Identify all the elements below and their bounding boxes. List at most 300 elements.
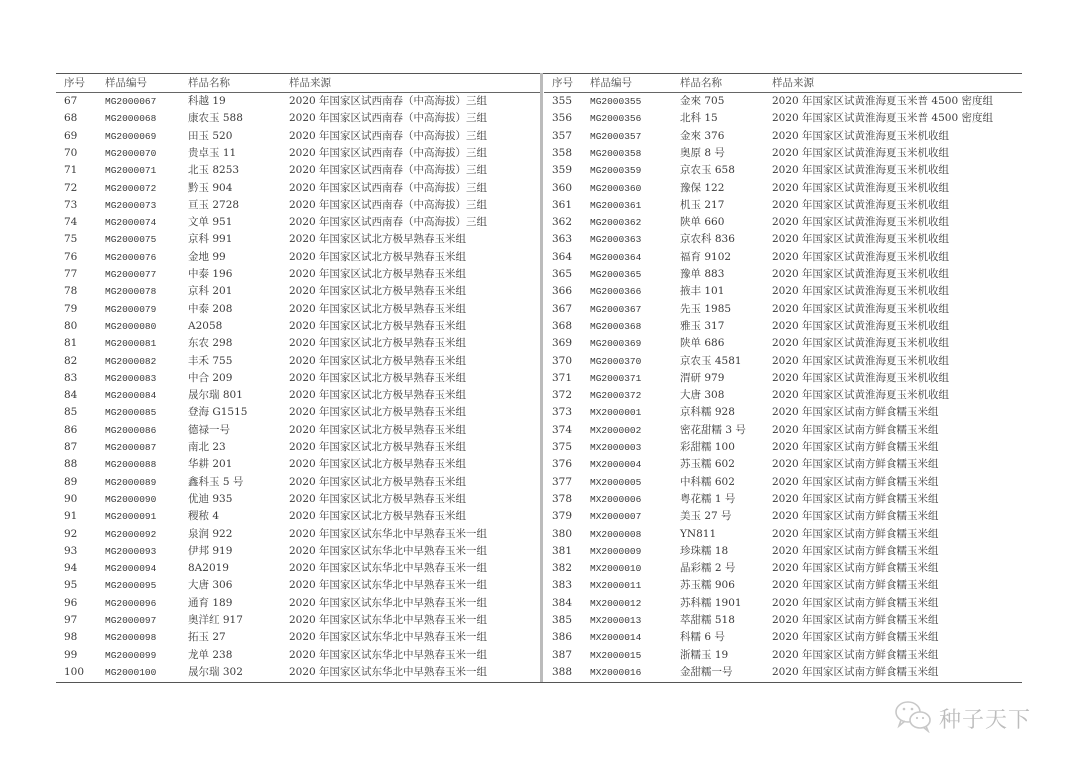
- cell-serial: 355: [552, 95, 573, 107]
- cell-serial: 82: [64, 354, 78, 367]
- cell-sample-source: 2020 年国家区试黄淮海夏玉米普 4500 密度组: [772, 95, 993, 107]
- cell-sample-id: MG2000074: [105, 217, 157, 229]
- table-row: [544, 162, 1022, 179]
- cell-serial: 83: [64, 371, 78, 384]
- cell-serial: 378: [552, 492, 573, 505]
- cell-sample-name: 伊邦 919: [188, 544, 233, 557]
- cell-sample-source: 2020 年国家区试西南春（中高海拔）三组: [289, 146, 488, 159]
- table-row: [544, 197, 1022, 214]
- watermark: [893, 700, 1031, 736]
- cell-sample-name: 掖丰 101: [680, 285, 725, 298]
- cell-sample-name: 科越 19: [188, 95, 226, 107]
- cell-sample-name: 稷秾 4: [188, 510, 220, 523]
- cell-sample-id: MG2000369: [590, 338, 642, 350]
- cell-sample-id: MG2000075: [105, 234, 157, 246]
- cell-sample-source: 2020 年国家区试黄淮海夏玉米机收组: [772, 129, 950, 142]
- cell-sample-id: MG2000083: [105, 372, 157, 384]
- header-sample-source: 样品来源: [772, 77, 814, 89]
- cell-sample-name: 陕单 660: [680, 216, 725, 229]
- cell-sample-source: 2020 年国家区试北方极早熟春玉米组: [289, 337, 467, 350]
- cell-sample-source: 2020 年国家区试黄淮海夏玉米机收组: [772, 302, 950, 315]
- cell-sample-name: 苏玉糯 906: [680, 579, 735, 592]
- cell-sample-name: 黔玉 904: [188, 181, 233, 194]
- cell-serial: 95: [64, 579, 78, 592]
- table-row: [56, 560, 540, 577]
- cell-serial: 75: [64, 233, 78, 246]
- wechat-icon: [893, 699, 933, 737]
- cell-sample-id: MG2000069: [105, 130, 157, 142]
- cell-sample-name: 苏科糯 1901: [680, 596, 742, 609]
- cell-serial: 381: [552, 544, 573, 557]
- cell-sample-id: MG2000364: [590, 251, 642, 263]
- cell-sample-name: 科糯 6 号: [680, 631, 725, 644]
- cell-sample-source: 2020 年国家区试北方极早熟春玉米组: [289, 250, 467, 263]
- cell-sample-name: 机玉 217: [680, 198, 725, 211]
- cell-serial: 72: [64, 181, 78, 194]
- cell-sample-id: MX2000012: [590, 597, 642, 609]
- cell-serial: 371: [552, 371, 573, 384]
- cell-serial: 362: [552, 216, 573, 229]
- table-row: [56, 128, 540, 145]
- cell-sample-id: MG2000366: [590, 286, 642, 298]
- cell-serial: 78: [64, 285, 78, 298]
- header-sample-name: 样品名称: [680, 77, 722, 89]
- table-row: [56, 439, 540, 456]
- cell-serial: 94: [64, 562, 78, 575]
- cell-sample-name: 丰禾 755: [188, 354, 233, 367]
- cell-sample-source: 2020 年国家区试东华北中早熟春玉米一组: [289, 596, 488, 609]
- cell-serial: 357: [552, 129, 573, 142]
- cell-serial: 367: [552, 302, 573, 315]
- cell-sample-id: MG2000359: [590, 165, 642, 177]
- cell-serial: 84: [64, 389, 78, 402]
- cell-sample-name: 密花甜糯 3 号: [680, 423, 746, 436]
- cell-serial: 386: [552, 631, 573, 644]
- cell-sample-id: MX2000014: [590, 632, 642, 644]
- cell-serial: 77: [64, 268, 78, 280]
- cell-sample-name: 京科 201: [188, 285, 233, 298]
- cell-sample-name: 京农科 836: [680, 233, 735, 246]
- cell-sample-source: 2020 年国家区试黄淮海夏玉米机收组: [772, 354, 950, 367]
- table-row: [56, 543, 540, 560]
- cell-sample-source: 2020 年国家区试东华北中早熟春玉米一组: [289, 648, 488, 661]
- cell-sample-id: MG2000099: [105, 649, 157, 661]
- cell-sample-id: MX2000002: [590, 424, 642, 436]
- cell-sample-source: 2020 年国家区试北方极早熟春玉米组: [289, 475, 467, 488]
- header-sample-id: 样品编号: [590, 77, 632, 89]
- cell-sample-name: 中泰 196: [188, 268, 233, 280]
- cell-serial: 374: [552, 423, 573, 436]
- table-row: [544, 128, 1022, 145]
- cell-sample-source: 2020 年国家区试东华北中早熟春玉米一组: [289, 665, 488, 678]
- cell-sample-source: 2020 年国家区试北方极早熟春玉米组: [289, 233, 467, 246]
- cell-sample-name: 浙糯玉 19: [680, 648, 729, 661]
- header-sample-id: 样品编号: [105, 77, 147, 89]
- cell-sample-source: 2020 年国家区试黄淮海夏玉米机收组: [772, 337, 950, 350]
- cell-serial: 387: [552, 648, 573, 661]
- cell-serial: 368: [552, 319, 573, 332]
- cell-sample-source: 2020 年国家区试西南春（中高海拔）三组: [289, 181, 488, 194]
- cell-sample-name: 福育 9102: [680, 250, 732, 263]
- cell-sample-source: 2020 年国家区试北方极早熟春玉米组: [289, 492, 467, 505]
- cell-sample-source: 2020 年国家区试西南春（中高海拔）三组: [289, 129, 488, 142]
- table-row: [56, 595, 540, 612]
- cell-sample-name: 贵卓玉 11: [188, 146, 237, 159]
- cell-sample-source: 2020 年国家区试东华北中早熟春玉米一组: [289, 544, 488, 557]
- table-row: [544, 456, 1022, 473]
- cell-sample-name: 金來 376: [680, 129, 725, 142]
- cell-sample-id: MG2000356: [590, 113, 642, 125]
- table-row: [544, 110, 1022, 127]
- header-sample-source: 样品来源: [289, 77, 331, 89]
- cell-sample-source: 2020 年国家区试南方鲜食糯玉米组: [772, 527, 939, 540]
- cell-sample-id: MX2000008: [590, 528, 642, 540]
- cell-serial: 384: [552, 596, 573, 609]
- cell-sample-source: 2020 年国家区试南方鲜食糯玉米组: [772, 406, 939, 419]
- cell-serial: 359: [552, 164, 573, 177]
- table-row: [56, 629, 540, 646]
- cell-sample-name: 龙单 238: [188, 648, 233, 661]
- cell-serial: 90: [64, 492, 78, 505]
- table-row: [544, 439, 1022, 456]
- cell-serial: 375: [552, 441, 573, 453]
- cell-sample-source: 2020 年国家区试东华北中早熟春玉米一组: [289, 614, 488, 626]
- cell-sample-id: MG2000076: [105, 251, 157, 263]
- cell-sample-source: 2020 年国家区试黄淮海夏玉米机收组: [772, 216, 950, 229]
- cell-sample-source: 2020 年国家区试南方鲜食糯玉米组: [772, 596, 939, 609]
- cell-sample-source: 2020 年国家区试南方鲜食糯玉米组: [772, 441, 939, 453]
- cell-sample-source: 2020 年国家区试南方鲜食糯玉米组: [772, 510, 939, 523]
- cell-sample-name: 泉润 922: [188, 527, 233, 540]
- table-row: [544, 231, 1022, 248]
- cell-sample-name: 粤花糯 1 号: [680, 492, 736, 505]
- cell-sample-id: MG2000358: [590, 147, 642, 159]
- table-row: [544, 508, 1022, 525]
- cell-sample-name: 金地 99: [188, 250, 226, 263]
- cell-serial: 76: [64, 250, 78, 263]
- table-row: [544, 318, 1022, 335]
- cell-sample-name: 大唐 308: [680, 389, 725, 402]
- cell-sample-source: 2020 年国家区试北方极早熟春玉米组: [289, 406, 467, 419]
- cell-sample-id: MG2000078: [105, 286, 157, 298]
- cell-sample-id: MG2000081: [105, 338, 157, 350]
- cell-sample-source: 2020 年国家区试南方鲜食糯玉米组: [772, 458, 939, 471]
- cell-serial: 356: [552, 112, 573, 125]
- table-row: [56, 353, 540, 370]
- cell-sample-id: MG2000087: [105, 442, 157, 453]
- table-row: [544, 370, 1022, 387]
- cell-serial: 80: [64, 319, 78, 332]
- table-row: [56, 370, 540, 387]
- cell-sample-source: 2020 年国家区试黄淮海夏玉米普 4500 密度组: [772, 112, 993, 125]
- cell-sample-id: MG2000362: [590, 217, 642, 229]
- cell-sample-source: 2020 年国家区试黄淮海夏玉米机收组: [772, 371, 950, 384]
- table-row: [544, 422, 1022, 439]
- table-row: [544, 353, 1022, 370]
- cell-serial: 364: [552, 250, 573, 263]
- cell-serial: 97: [64, 614, 78, 626]
- cell-sample-name: 陕单 686: [680, 337, 725, 350]
- cell-sample-source: 2020 年国家区试东华北中早熟春玉米一组: [289, 562, 488, 575]
- cell-sample-name: 美玉 27 号: [680, 510, 732, 523]
- cell-sample-name: 东农 298: [188, 337, 233, 350]
- table-row: [56, 474, 540, 491]
- cell-sample-name: 苏玉糯 602: [680, 458, 735, 471]
- table-row: [544, 283, 1022, 300]
- cell-sample-id: MG2000098: [105, 632, 157, 644]
- cell-sample-id: MX2000004: [590, 459, 642, 471]
- cell-sample-name: 京农玉 658: [680, 164, 735, 177]
- table-row: [544, 491, 1022, 508]
- cell-sample-id: MX2000006: [590, 493, 642, 505]
- table-row: [56, 214, 540, 231]
- cell-sample-id: MX2000003: [590, 442, 642, 453]
- header-sample-name: 样品名称: [188, 77, 230, 89]
- cell-sample-name: 中泰 208: [188, 302, 233, 315]
- cell-sample-id: MX2000016: [590, 666, 642, 678]
- cell-sample-source: 2020 年国家区试黄淮海夏玉米机收组: [772, 250, 950, 263]
- cell-serial: 365: [552, 268, 573, 280]
- cell-sample-name: 京农玉 4581: [680, 354, 742, 367]
- cell-sample-id: MX2000009: [590, 545, 642, 557]
- cell-sample-id: MX2000001: [590, 407, 642, 419]
- cell-sample-source: 2020 年国家区试北方极早熟春玉米组: [289, 510, 467, 523]
- cell-serial: 87: [64, 441, 78, 453]
- cell-serial: 68: [64, 112, 78, 125]
- cell-sample-id: MG2000357: [590, 130, 642, 142]
- cell-serial: 91: [64, 510, 78, 523]
- cell-serial: 372: [552, 389, 573, 402]
- cell-sample-name: 8A2019: [188, 562, 229, 575]
- cell-sample-name: 通育 189: [188, 596, 233, 609]
- cell-sample-name: 京科 991: [188, 233, 233, 246]
- cell-sample-source: 2020 年国家区试西南春（中高海拔）三组: [289, 198, 488, 211]
- cell-sample-source: 2020 年国家区试东华北中早熟春玉米一组: [289, 579, 488, 592]
- cell-sample-name: 豫保 122: [680, 181, 725, 194]
- cell-serial: 100: [64, 665, 85, 678]
- table-row: [544, 612, 1022, 629]
- table-row: [544, 474, 1022, 491]
- cell-sample-id: MG2000372: [590, 390, 642, 402]
- table-row: [56, 422, 540, 439]
- table-row: [56, 647, 540, 664]
- table-row: [544, 301, 1022, 318]
- table-row: [544, 145, 1022, 162]
- cell-serial: 69: [64, 129, 78, 142]
- cell-serial: 358: [552, 146, 573, 159]
- header-serial: 序号: [64, 77, 85, 89]
- cell-sample-name: 亘玉 2728: [188, 198, 240, 211]
- cell-sample-id: MX2000011: [590, 580, 642, 592]
- table-header-row: [56, 74, 540, 93]
- cell-sample-source: 2020 年国家区试南方鲜食糯玉米组: [772, 665, 939, 678]
- cell-sample-id: MG2000079: [105, 303, 157, 315]
- table-bottom-rule: [56, 682, 1022, 683]
- table-row: [56, 197, 540, 214]
- cell-sample-source: 2020 年国家区试北方极早熟春玉米组: [289, 371, 467, 384]
- cell-sample-name: 金甜糯一号: [680, 665, 733, 678]
- table-row: [544, 387, 1022, 404]
- cell-sample-name: 南北 23: [188, 441, 226, 453]
- cell-sample-name: 北科 15: [680, 112, 718, 125]
- cell-sample-source: 2020 年国家区试北方极早熟春玉米组: [289, 441, 467, 453]
- cell-sample-id: MG2000073: [105, 199, 157, 211]
- table-row: [56, 283, 540, 300]
- cell-sample-id: MG2000095: [105, 580, 157, 592]
- table-row: [544, 180, 1022, 197]
- cell-serial: 89: [64, 475, 78, 488]
- table-row: [544, 664, 1022, 681]
- table-row: [56, 664, 540, 681]
- table-row: [544, 214, 1022, 231]
- cell-sample-id: MG2000093: [105, 545, 157, 557]
- cell-sample-source: 2020 年国家区试南方鲜食糯玉米组: [772, 614, 939, 626]
- cell-serial: 379: [552, 510, 573, 523]
- cell-sample-source: 2020 年国家区试黄淮海夏玉米机收组: [772, 181, 950, 194]
- cell-sample-source: 2020 年国家区试北方极早熟春玉米组: [289, 458, 467, 471]
- table-row: [56, 577, 540, 594]
- cell-sample-name: 金來 705: [680, 95, 725, 107]
- cell-sample-source: 2020 年国家区试南方鲜食糯玉米组: [772, 562, 939, 575]
- table-row: [56, 404, 540, 421]
- cell-sample-id: MG2000085: [105, 407, 157, 419]
- cell-sample-name: 德禄一号: [188, 423, 230, 436]
- cell-sample-id: MG2000089: [105, 476, 157, 488]
- cell-sample-name: 奥原 8 号: [680, 146, 725, 159]
- cell-sample-source: 2020 年国家区试南方鲜食糯玉米组: [772, 544, 939, 557]
- cell-serial: 370: [552, 354, 573, 367]
- cell-serial: 81: [64, 337, 78, 350]
- cell-sample-source: 2020 年国家区试西南春（中高海拔）三组: [289, 95, 488, 107]
- cell-sample-id: MX2000005: [590, 476, 642, 488]
- table-row: [56, 231, 540, 248]
- cell-sample-source: 2020 年国家区试北方极早熟春玉米组: [289, 302, 467, 315]
- cell-serial: 377: [552, 475, 573, 488]
- cell-sample-id: MG2000365: [590, 269, 642, 280]
- table-row: [56, 526, 540, 543]
- table-row: [56, 93, 540, 110]
- table-row: [56, 180, 540, 197]
- cell-sample-name: 大唐 306: [188, 579, 233, 592]
- cell-sample-id: MG2000370: [590, 355, 642, 367]
- cell-sample-id: MX2000010: [590, 563, 642, 575]
- cell-sample-id: MX2000007: [590, 511, 642, 523]
- cell-serial: 85: [64, 406, 78, 419]
- cell-sample-name: 华耕 201: [188, 458, 233, 471]
- cell-serial: 93: [64, 544, 78, 557]
- table-row: [544, 93, 1022, 110]
- cell-sample-source: 2020 年国家区试东华北中早熟春玉米一组: [289, 631, 488, 644]
- cell-sample-source: 2020 年国家区试南方鲜食糯玉米组: [772, 492, 939, 505]
- cell-serial: 385: [552, 614, 573, 626]
- cell-sample-name: 登海 G1515: [188, 406, 248, 419]
- cell-sample-name: 晟尔瑞 302: [188, 665, 243, 678]
- table-row: [56, 456, 540, 473]
- cell-serial: 86: [64, 423, 78, 436]
- cell-sample-id: MG2000371: [590, 372, 642, 384]
- cell-sample-id: MG2000072: [105, 182, 157, 194]
- table-row: [56, 145, 540, 162]
- cell-sample-name: 雅玉 317: [680, 319, 725, 332]
- cell-sample-name: 田玉 520: [188, 129, 233, 142]
- cell-sample-source: 2020 年国家区试北方极早熟春玉米组: [289, 423, 467, 436]
- cell-sample-source: 2020 年国家区试北方极早熟春玉米组: [289, 319, 467, 332]
- cell-serial: 366: [552, 285, 573, 298]
- cell-sample-id: MG2000367: [590, 303, 642, 315]
- cell-sample-name: 中合 209: [188, 371, 233, 384]
- cell-sample-id: MG2000100: [105, 666, 157, 678]
- table-row: [544, 526, 1022, 543]
- cell-sample-source: 2020 年国家区试南方鲜食糯玉米组: [772, 423, 939, 436]
- cell-sample-source: 2020 年国家区试黄淮海夏玉米机收组: [772, 164, 950, 177]
- table-row: [56, 318, 540, 335]
- cell-sample-source: 2020 年国家区试黄淮海夏玉米机收组: [772, 285, 950, 298]
- cell-sample-id: MG2000090: [105, 493, 157, 505]
- cell-sample-name: 优迪 935: [188, 492, 233, 505]
- cell-sample-source: 2020 年国家区试西南春（中高海拔）三组: [289, 216, 488, 229]
- cell-sample-name: 奥洋红 917: [188, 614, 243, 626]
- cell-sample-id: MG2000080: [105, 320, 157, 332]
- cell-serial: 92: [64, 527, 78, 540]
- cell-sample-source: 2020 年国家区试南方鲜食糯玉米组: [772, 631, 939, 644]
- header-serial: 序号: [552, 77, 573, 89]
- cell-sample-id: MG2000082: [105, 355, 157, 367]
- cell-serial: 383: [552, 579, 573, 592]
- cell-sample-name: 北玉 8253: [188, 164, 240, 177]
- watermark-text: 种子天下: [939, 707, 1032, 733]
- table-row: [544, 404, 1022, 421]
- cell-serial: 96: [64, 596, 78, 609]
- cell-sample-source: 2020 年国家区试北方极早熟春玉米组: [289, 354, 467, 367]
- cell-serial: 67: [64, 95, 78, 107]
- cell-sample-name: 康农玉 588: [188, 112, 243, 125]
- cell-sample-id: MG2000360: [590, 182, 642, 194]
- table-row: [56, 110, 540, 127]
- cell-sample-name: 中科糯 602: [680, 475, 735, 488]
- cell-serial: 73: [64, 198, 78, 211]
- cell-sample-name: 彩甜糯 100: [680, 441, 735, 453]
- cell-sample-name: 珍珠糯 18: [680, 544, 729, 557]
- cell-sample-source: 2020 年国家区试黄淮海夏玉米机收组: [772, 319, 950, 332]
- cell-sample-id: MG2000097: [105, 615, 157, 626]
- cell-sample-name: 拓玉 27: [188, 631, 226, 644]
- table-row: [56, 266, 540, 283]
- cell-sample-id: MX2000013: [590, 615, 642, 626]
- table-row: [544, 335, 1022, 352]
- cell-serial: 99: [64, 648, 78, 661]
- table-row: [544, 266, 1022, 283]
- cell-sample-source: 2020 年国家区试北方极早熟春玉米组: [289, 389, 467, 402]
- cell-sample-name: 豫单 883: [680, 268, 725, 280]
- cell-serial: 369: [552, 337, 573, 350]
- table-row: [544, 249, 1022, 266]
- cell-serial: 88: [64, 458, 78, 471]
- cell-serial: 382: [552, 562, 573, 575]
- table-row: [544, 647, 1022, 664]
- cell-sample-name: 京科糯 928: [680, 406, 735, 419]
- cell-sample-name: 先玉 1985: [680, 302, 732, 315]
- cell-sample-name: A2058: [188, 319, 223, 332]
- cell-serial: 98: [64, 631, 78, 644]
- cell-sample-source: 2020 年国家区试东华北中早熟春玉米一组: [289, 527, 488, 540]
- table-row: [544, 543, 1022, 560]
- cell-sample-source: 2020 年国家区试黄淮海夏玉米机收组: [772, 146, 950, 159]
- cell-serial: 361: [552, 198, 573, 211]
- cell-sample-id: MG2000077: [105, 269, 157, 280]
- cell-sample-id: MG2000094: [105, 563, 157, 575]
- table-row: [56, 612, 540, 629]
- cell-sample-name: 萃甜糯 518: [680, 614, 735, 626]
